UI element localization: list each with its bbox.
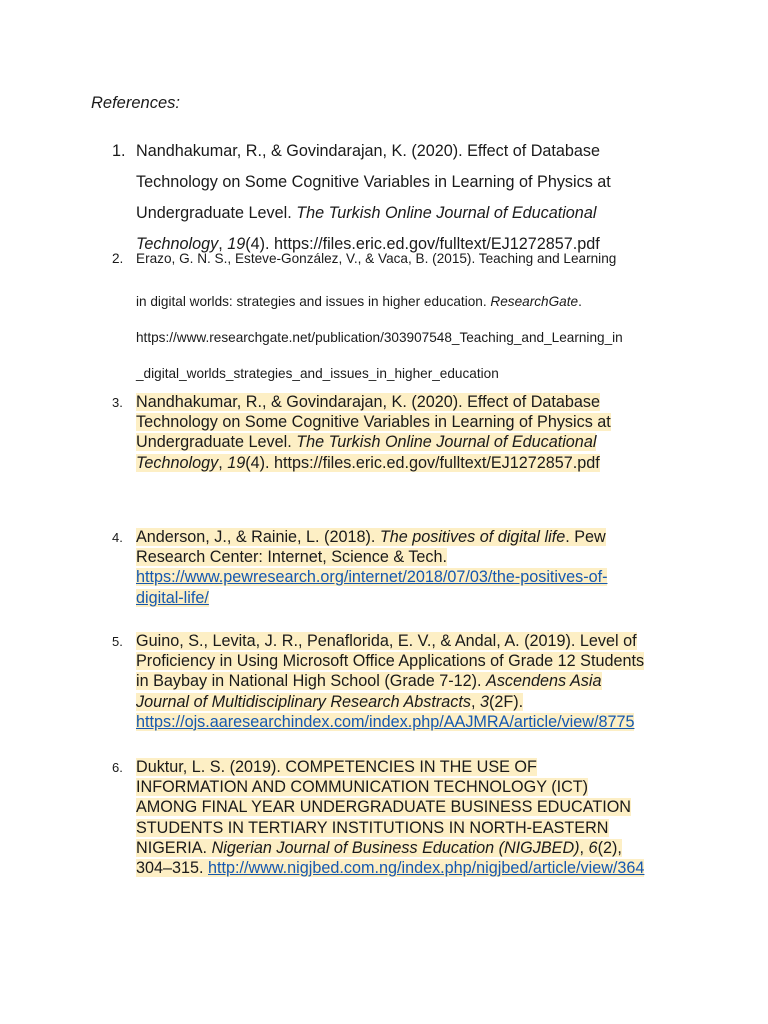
reference-text <box>136 527 696 608</box>
text-segment: (4). https://files.eric.ed.gov/fulltext/EJ1272857.pdf <box>245 453 600 472</box>
text-segment: _digital_worlds_strategies_and_issues_in_higher_education <box>136 366 499 381</box>
text-segment: , <box>218 453 228 472</box>
italic-text: Journal of Multidisciplinary Research Abstracts <box>136 692 471 711</box>
reference-number: 1. <box>112 142 126 160</box>
text-segment: , <box>470 692 480 711</box>
reference-text <box>136 392 696 473</box>
reference-line <box>136 567 696 587</box>
text-segment: Erazo, G. N. S., Esteve-González, V., & Vaca, B. (2015). Teaching and Learning <box>136 251 617 266</box>
text-segment: Nandhakumar, R., & Govindarajan, K. (2020). Effect of Database <box>136 393 600 411</box>
text-segment: AMONG FINAL YEAR UNDERGRADUATE BUSINESS EDUCATION <box>136 798 631 817</box>
italic-text: The positives of digital life <box>379 528 566 546</box>
reference-text <box>136 136 696 260</box>
text-segment: (2), <box>597 838 622 857</box>
reference-line <box>136 692 696 712</box>
reference-line <box>136 453 696 473</box>
highlight-span <box>136 568 607 586</box>
highlight-span <box>136 454 600 472</box>
text-segment: . Pew <box>565 528 606 546</box>
highlight-span <box>136 393 600 411</box>
text-segment: Technology on Some Cognitive Variables in Learning of Physics at <box>136 413 611 432</box>
italic-text: The Turkish Online Journal of Educational <box>296 204 597 222</box>
reference-line <box>136 631 696 651</box>
reference-line <box>136 777 696 797</box>
italic-text: 19 <box>227 235 246 253</box>
text-segment: . <box>578 294 582 309</box>
reference-line <box>136 356 696 392</box>
line-text <box>136 330 623 345</box>
text-segment: Undergraduate Level. <box>136 433 297 452</box>
line-text <box>136 142 600 160</box>
line-text <box>136 204 596 222</box>
reference-line <box>136 838 696 858</box>
reference-link[interactable]: digital-life/ <box>136 588 209 607</box>
text-segment: , <box>218 235 228 253</box>
text-segment: Proficiency in Using Microsoft Office Applications of Grade 12 Students <box>136 652 645 671</box>
references-heading: References: <box>91 94 180 112</box>
reference-line <box>136 858 696 878</box>
italic-text: 3 <box>479 692 489 711</box>
italic-text: The Turkish Online Journal of Educational <box>296 433 597 452</box>
text-segment: (4). https://files.eric.ed.gov/fulltext/EJ1272857.pdf <box>245 235 600 253</box>
reference-number: 5. <box>112 634 123 649</box>
highlight-span <box>136 798 631 816</box>
line-text <box>136 294 582 309</box>
highlight-span <box>136 713 634 731</box>
reference-line <box>136 432 696 452</box>
text-segment: NIGERIA. <box>136 838 212 857</box>
reference-line <box>136 198 696 229</box>
highlight-span <box>136 433 596 451</box>
reference-line <box>136 167 696 198</box>
highlight-span <box>136 839 622 857</box>
reference-text <box>136 757 696 878</box>
highlight-span <box>136 589 209 607</box>
highlight-span <box>136 693 523 711</box>
reference-line <box>136 757 696 777</box>
reference-number: 3. <box>112 395 123 410</box>
highlight-span <box>136 778 588 796</box>
text-segment: Undergraduate Level. <box>136 204 297 222</box>
highlight-span <box>136 652 644 670</box>
text-segment: in Baybay in National High School (Grade 7-12). <box>136 672 487 691</box>
text-segment: in digital worlds: strategies and issues in higher education. <box>136 294 491 309</box>
text-segment: INFORMATION AND COMMUNICATION TECHNOLOGY (ICT) <box>136 778 589 797</box>
reference-link[interactable]: http://www.nigjbed.com.ng/index.php/nigjbed/article/view/364 <box>208 859 645 878</box>
reference-line <box>136 818 696 838</box>
highlight-span <box>136 548 447 566</box>
text-segment: Guino, S., Levita, J. R., Penaflorida, E. V., & Andal, A. (2019). Level of <box>136 632 637 650</box>
highlight-span <box>136 632 637 650</box>
reference-number: 6. <box>112 760 123 775</box>
line-text <box>136 251 616 266</box>
text-segment: Research Center: Internet, Science & Tech. <box>136 548 448 567</box>
highlight-span <box>136 758 537 776</box>
text-segment: STUDENTS IN TERTIARY INSTITUTIONS IN NORTH-EASTERN <box>136 818 609 837</box>
italic-text: 19 <box>227 453 246 472</box>
highlight-span <box>136 528 606 546</box>
reference-line <box>136 284 696 320</box>
text-segment: , <box>579 838 589 857</box>
reference-line <box>136 248 696 269</box>
line-text <box>136 173 611 191</box>
reference-link[interactable]: https://ojs.aaresearchindex.com/index.php/AAJMRA/article/view/8775 <box>136 712 635 731</box>
reference-text <box>136 248 696 392</box>
reference-line <box>136 392 696 412</box>
reference-line <box>136 320 696 356</box>
line-text <box>136 366 499 381</box>
italic-text: Technology <box>136 235 219 253</box>
reference-line <box>136 651 696 671</box>
reference-text <box>136 631 696 732</box>
italic-text: ResearchGate <box>490 294 579 309</box>
highlight-span <box>136 819 609 837</box>
reference-number: 2. <box>112 251 124 266</box>
reference-line <box>136 797 696 817</box>
reference-line <box>136 527 696 547</box>
text-segment: Duktur, L. S. (2019). COMPETENCIES IN THE USE OF <box>136 758 537 776</box>
text-segment: (2F). <box>489 692 524 711</box>
reference-number: 4. <box>112 530 123 545</box>
highlight-span <box>136 672 602 690</box>
reference-line <box>136 588 696 608</box>
reference-line <box>136 136 696 167</box>
italic-text: Ascendens Asia <box>486 672 602 691</box>
text-segment: Nandhakumar, R., & Govindarajan, K. (2020). Effect of Database <box>136 142 600 160</box>
highlight-span <box>136 413 611 431</box>
reference-line <box>136 712 696 732</box>
text-segment: Anderson, J., & Rainie, L. (2018). <box>136 528 380 546</box>
reference-line <box>136 412 696 432</box>
text-segment: https://www.researchgate.net/publication/303907548_Teaching_and_Learning_in <box>136 330 623 345</box>
highlight-span <box>136 859 644 877</box>
reference-line <box>136 671 696 691</box>
italic-text: Technology <box>136 453 219 472</box>
italic-text: Nigerian Journal of Business Education (NIGJBED) <box>211 838 580 857</box>
reference-line <box>136 547 696 567</box>
reference-link[interactable]: https://www.pewresearch.org/internet/2018/07/03/the-positives-of- <box>136 568 608 587</box>
text-segment: Technology on Some Cognitive Variables in Learning of Physics at <box>136 173 611 191</box>
text-segment: 304–315. <box>136 859 209 878</box>
italic-text: 6 <box>588 838 598 857</box>
